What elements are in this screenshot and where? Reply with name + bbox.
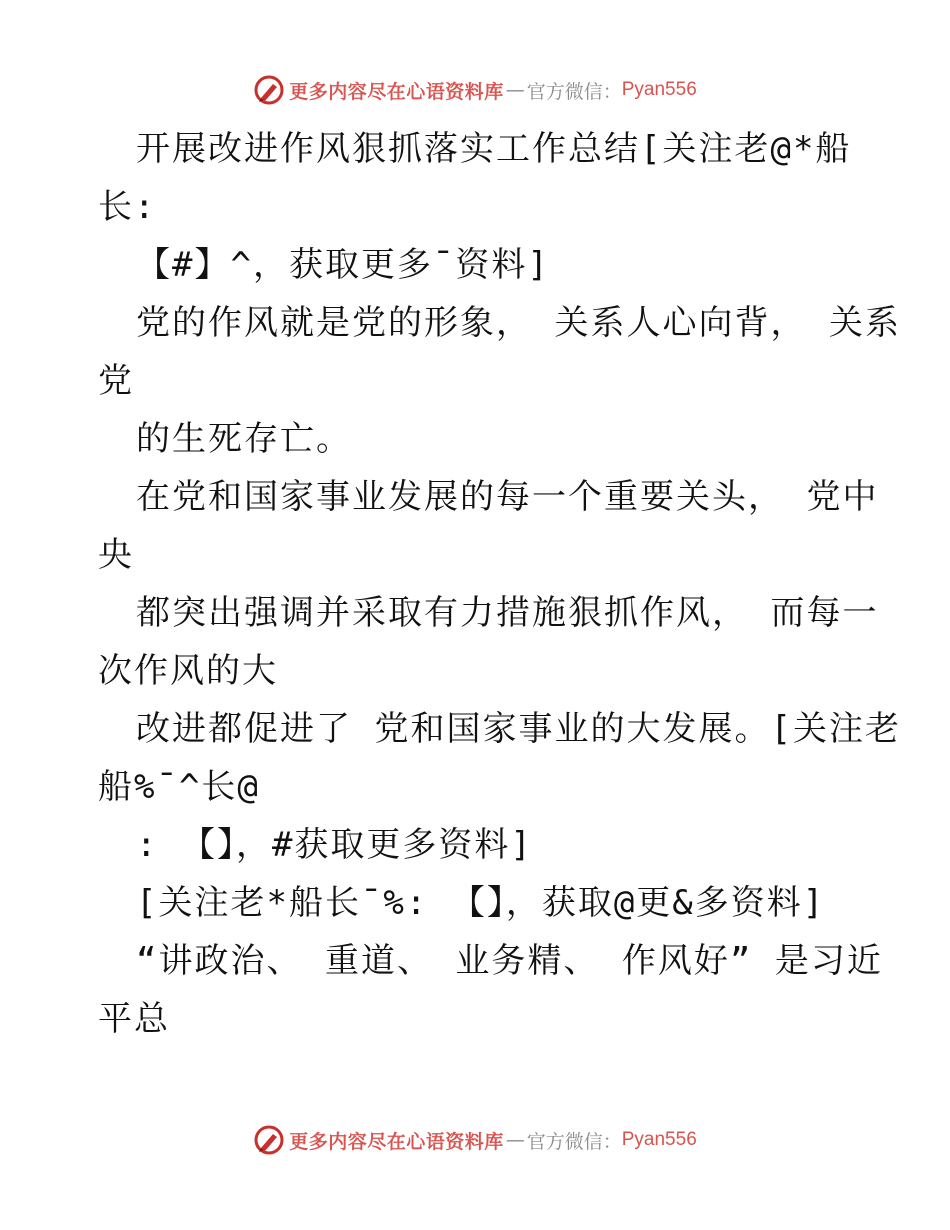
text-line: 党的作风就是党的形象， 关系人心向背， 关系 xyxy=(136,303,901,343)
text-line: 平总 xyxy=(98,999,170,1039)
text-line: 在党和国家事业发展的每一个重要关头， 党中 xyxy=(136,477,879,517)
text-line: [关注老*船长¯%: 【】，获取@更&多资料] xyxy=(136,883,826,923)
text-line: 的生死存亡。 xyxy=(136,419,352,459)
text-line: : 【】，#获取更多资料] xyxy=(136,825,533,865)
footer-watermark-banner xyxy=(0,1122,950,1158)
banner-wechat-account: Pyan556 xyxy=(621,79,697,100)
text-line: 长: xyxy=(98,187,157,227)
banner-wechat-label: 官方微信： xyxy=(526,1130,622,1153)
text-line: 党 xyxy=(98,361,134,401)
text-line: 开展改进作风狠抓落实工作总结[关注老@*船 xyxy=(136,129,852,169)
banner-dash: — xyxy=(505,79,525,101)
text-line: 改进都促进了 党和国家事业的大发展。[关注老 xyxy=(136,709,901,749)
banner-brand-text: 更多内容尽在心语资料库 xyxy=(289,1130,504,1153)
text-line: 【#】^，获取更多¯资料] xyxy=(136,245,550,285)
header-watermark-banner xyxy=(0,72,950,108)
banner-brand-text: 更多内容尽在心语资料库 xyxy=(289,80,504,103)
banner-wechat-account: Pyan556 xyxy=(621,1129,697,1150)
text-line: 次作风的大 xyxy=(98,651,278,691)
text-line: 央 xyxy=(98,535,134,575)
banner-wechat-label: 官方微信： xyxy=(526,80,622,103)
text-line: 都突出强调并采取有力措施狠抓作风， 而每一 xyxy=(136,593,879,633)
text-line: 船%¯^长@ xyxy=(98,767,260,807)
banner-dash: — xyxy=(505,1129,525,1151)
pen-logo-icon xyxy=(253,1124,285,1156)
text-line: “讲政治、 重道、 业务精、 作风好” 是习近 xyxy=(136,941,883,981)
pen-logo-icon xyxy=(253,74,285,106)
